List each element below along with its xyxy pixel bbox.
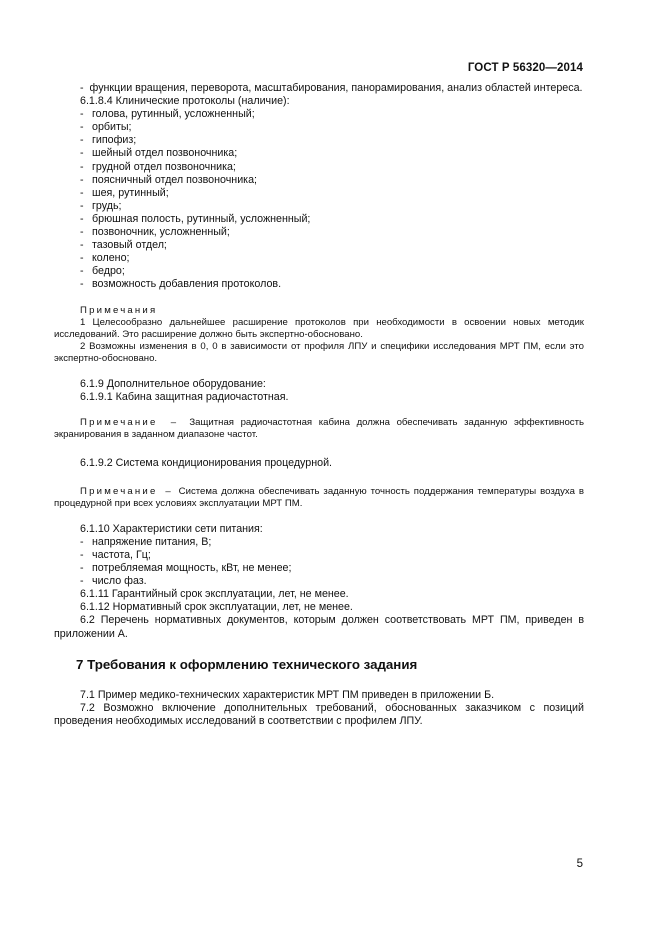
notes-title: Примечания [80,304,158,316]
section-7-1: 7.1 Пример медико-технических характеристик МРТ ПМ приведен в приложении Б. [80,688,495,701]
list-item-text: бедро; [92,265,125,278]
standard-id: ГОСТ Р 56320—2014 [467,62,583,74]
section-6-1-9-1: 6.1.9.1 Кабина защитная радиочастотная. [80,390,289,403]
protocols-list [54,108,584,291]
intro-text: функции вращения, переворота, масштабирования, панорамирования, анализ областей интереса. [89,82,583,94]
list-item: - возможность добавления протоколов. [80,278,282,291]
list-item-text: брюшная полость, рутинный, усложненный; [92,212,311,225]
intro-paragraph [54,82,584,95]
list-item: - брюшная полость, рутинный, усложненный; [80,212,311,225]
list-item: - поясничный отдел позвоночника; [80,173,257,186]
section-6-1-10: 6.1.10 Характеристики сети питания: [80,522,263,535]
power-list [54,536,584,588]
note-cabin-text: Защитная радиочастотная кабина должна обеспечивать заданную эффективность экранирования в заданном диапазоне частот. [54,416,584,440]
list-item: - шея, рутинный; [80,186,169,199]
list-item: - шейный отдел позвоночника; [80,147,238,160]
list-item: - напряжение питания, В; [80,535,212,548]
section-7-title: 7 Требования к оформлению технического задания [76,656,418,672]
notes-block [54,305,584,365]
page-number: 5 [576,858,583,870]
list-item-text: гипофиз; [92,134,137,147]
section-7-2: 7.2 Возможно включение дополнительных требований, обоснованных заказчиком с позиций проведения необходимых исследований в соответствии с профилем ЛПУ. [54,701,584,727]
list-item-text: потребляемая мощность, кВт, не менее; [92,562,292,575]
list-item: - бедро; [80,265,125,278]
list-item-text: тазовый отдел; [92,239,167,252]
note-air-text: Система должна обеспечивать заданную точность поддержания температуры воздуха в процедурной при всех условиях эксплуатации МРТ ПМ. [54,485,584,509]
list-item-text: позвоночник, усложненный; [92,226,230,239]
note-2: 2 Возможны изменения в 0, 0 в зависимости от профиля ЛПУ и специфики исследования МРТ ПМ, если это экспертно-обосновано. [54,340,584,364]
list-item-text: колено; [92,252,130,265]
list-item: - потребляемая мощность, кВт, не менее; [80,562,292,575]
note-cabin [54,417,584,441]
list-item: - голова, рутинный, усложненный; [80,108,255,121]
note-dash: – [165,485,171,497]
note-dash: – [170,416,177,428]
list-item-text: возможность добавления протоколов. [92,278,282,291]
document-body [54,82,584,728]
list-item-text: напряжение питания, В; [92,535,212,548]
list-item-text: число фаз. [92,575,147,588]
note-label: Примечание [80,485,158,497]
section-6-1-9-2: 6.1.9.2 Система кондиционирования процедурной. [80,456,333,469]
list-item: - частота, Гц; [80,548,151,561]
list-item-text: грудной отдел позвоночника; [92,160,236,173]
list-item: - орбиты; [80,121,132,134]
list-item: - грудной отдел позвоночника; [80,160,236,173]
note-1: 1 Целесообразно дальнейшее расширение протоколов при необходимости в освоении новых методик исследований. Это расширение должно быть экспертно-обосновано. [54,316,584,340]
list-item-text: голова, рутинный, усложненный; [92,108,255,121]
list-item-text: частота, Гц; [92,548,151,561]
list-item: - число фаз. [80,575,147,588]
list-item-text: орбиты; [92,121,132,134]
list-item-text: поясничный отдел позвоночника; [92,173,257,186]
protocols-heading: 6.1.8.4 Клинические протоколы (наличие): [80,95,290,108]
list-item-text: грудь; [92,199,122,212]
list-item-text: шея, рутинный; [92,186,169,199]
section-6-1-9: 6.1.9 Дополнительное оборудование: [80,377,266,390]
list-item: - тазовый отдел; [80,239,167,252]
list-item: - гипофиз; [80,134,137,147]
note-air [54,486,584,510]
list-item: - грудь; [80,199,122,212]
list-dash: - [80,82,84,94]
list-item: - колено; [80,252,130,265]
section-6-1-12: 6.1.12 Нормативный срок эксплуатации, лет, не менее. [80,601,353,614]
section-6-1-11: 6.1.11 Гарантийный срок эксплуатации, лет, не менее. [80,588,349,601]
section-6-2: 6.2 Перечень нормативных документов, которым должен соответствовать МРТ ПМ, приведен в приложении А. [54,614,584,640]
list-item-text: шейный отдел позвоночника; [92,147,238,160]
note-label: Примечание [80,416,158,428]
list-item: - позвоночник, усложненный; [80,226,230,239]
